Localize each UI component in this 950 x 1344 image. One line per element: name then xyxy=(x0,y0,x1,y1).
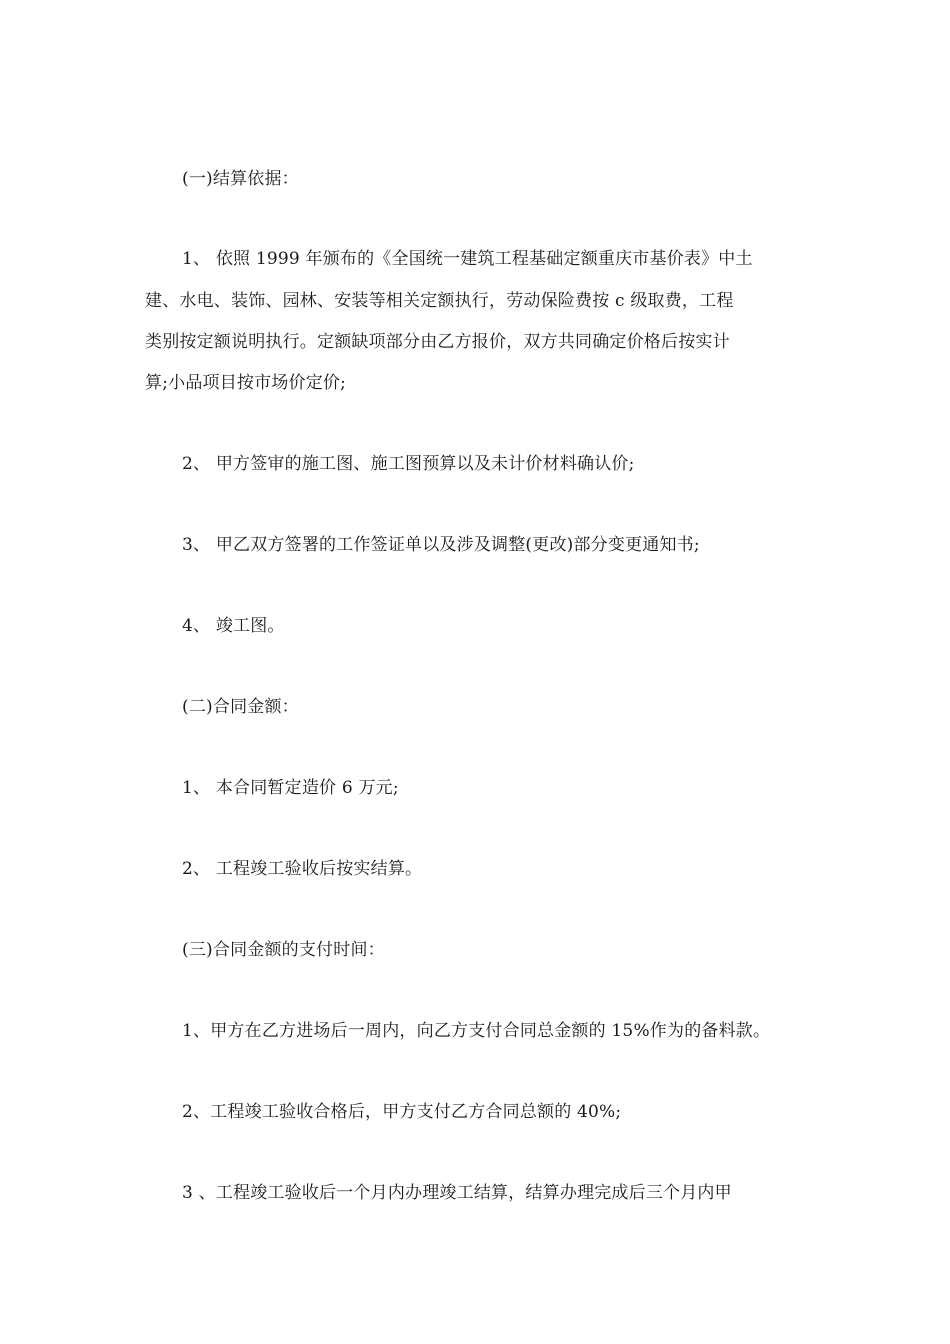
list-item: 2、 甲方签审的施工图、施工图预算以及未计价材料确认价; xyxy=(182,454,635,474)
list-item: 1、甲方在乙方进场后一周内，向乙方支付合同总金额的 15%作为的备料款。 xyxy=(182,1021,771,1041)
list-item: 4、 竣工图。 xyxy=(182,616,285,636)
list-item: 1、 本合同暂定造价 6 万元; xyxy=(182,778,399,798)
section-heading-settlement-basis: (一)结算依据： xyxy=(182,169,299,189)
list-item: 2、工程竣工验收合格后，甲方支付乙方合同总额的 40%; xyxy=(182,1102,622,1122)
list-item: 3、 甲乙双方签署的工作签证单以及涉及调整(更改)部分变更通知书; xyxy=(182,535,700,555)
paragraph-line: 1、 依照 1999 年颁布的《全国统一建筑工程基础定额重庆市基价表》中土 xyxy=(182,249,753,269)
section-heading-payment-time: (三)合同金额的支付时间： xyxy=(182,940,385,960)
paragraph-line: 类别按定额说明执行。定额缺项部分由乙方报价，双方共同确定价格后按实计 xyxy=(145,332,730,352)
list-item: 2、 工程竣工验收后按实结算。 xyxy=(182,859,423,879)
section-heading-contract-amount: (二)合同金额： xyxy=(182,697,299,717)
list-item: 3 、工程竣工验收后一个月内办理竣工结算，结算办理完成后三个月内甲 xyxy=(182,1183,732,1203)
paragraph-line: 建、水电、装饰、园林、安装等相关定额执行，劳动保险费按 c 级取费，工程 xyxy=(145,291,734,311)
paragraph-line: 算;小品项目按市场价定价; xyxy=(145,373,347,393)
